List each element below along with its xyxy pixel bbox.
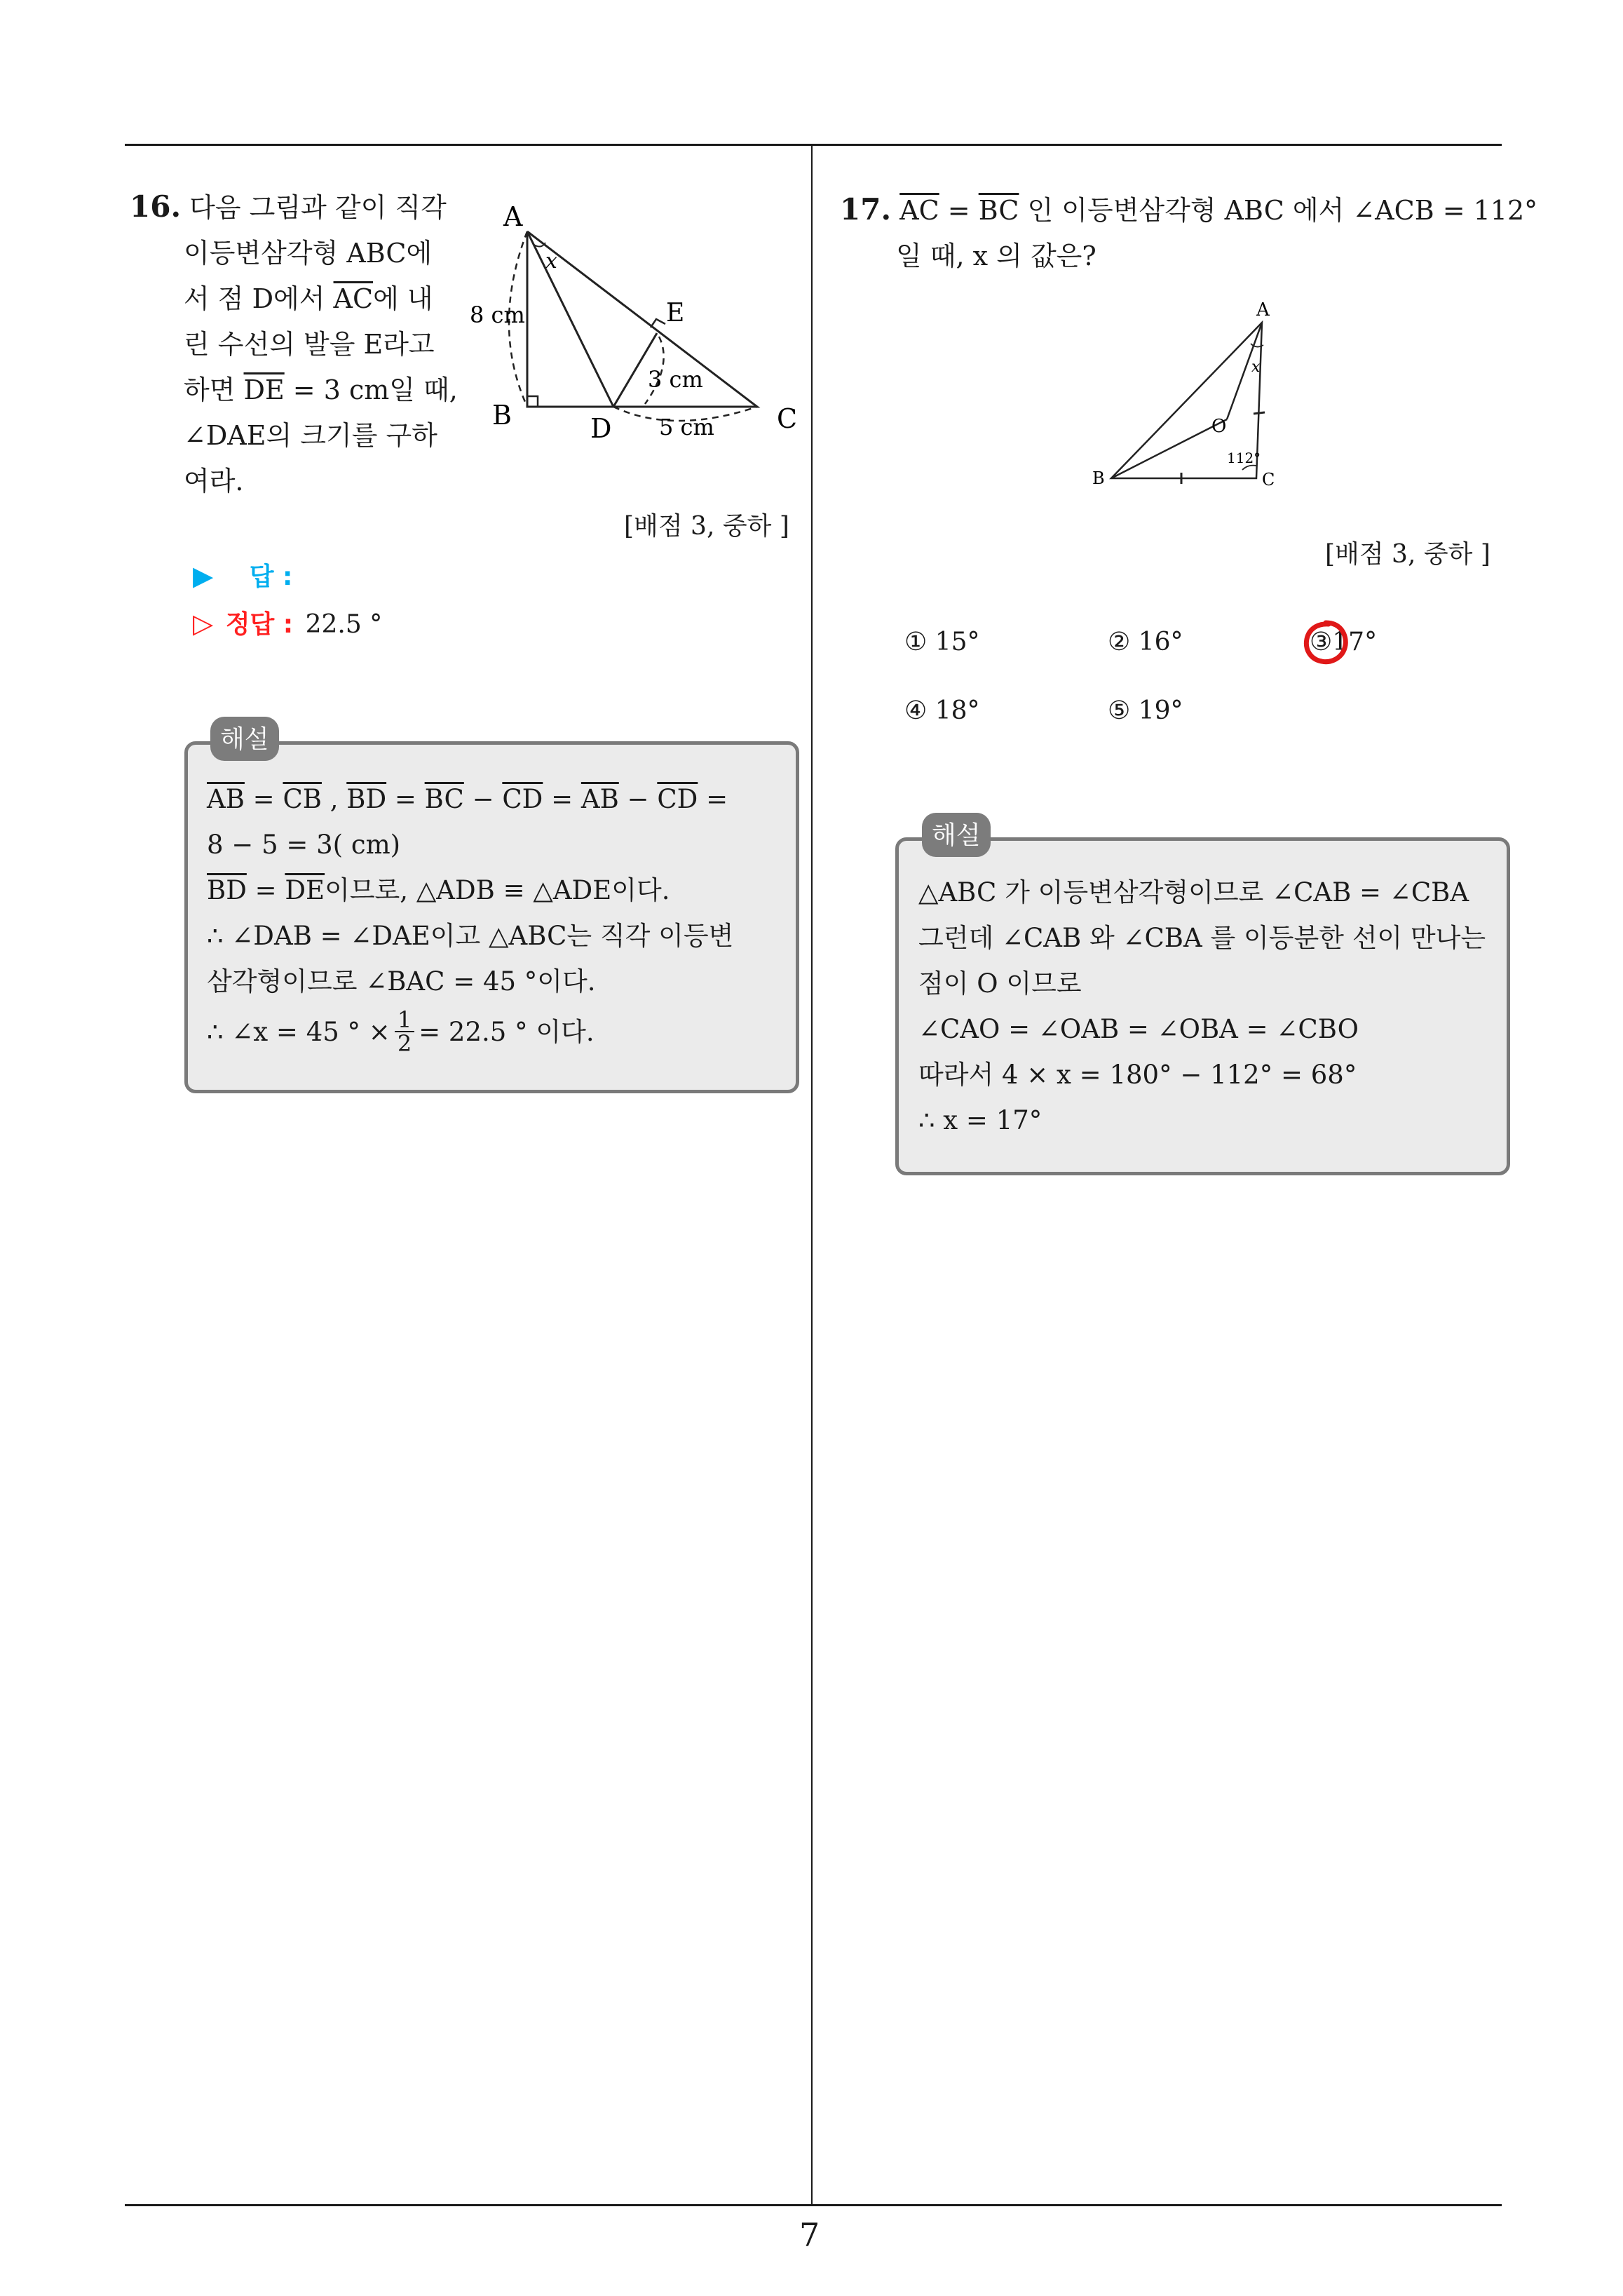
q16-right-angle-b [527,396,538,407]
q16-correct-row [193,605,382,640]
q16-label-dc: 5 cm [659,414,714,440]
q17-label-c: C [1262,470,1275,489]
correct-triangle-icon: ▷ [193,608,214,639]
top-rule [125,144,1502,146]
q16-label-a: A [503,201,523,232]
page-number: 7 [799,2216,820,2254]
q16-segment-ad [527,231,613,407]
choice-5[interactable]: ⑤ 19° [1108,696,1183,725]
choice-1[interactable]: ① 15° [904,628,980,656]
q16-figure [463,196,813,456]
q17-label-o: O [1211,416,1227,437]
choice-3[interactable]: ③17° [1310,628,1378,656]
q16-answer-row [193,557,292,593]
q16-label-e: E [666,299,685,327]
q16-text: 16. 다음 그림과 같이 직각 이등변삼각형 ABC에 서 점 D에서 $\overline{AC}$에 내 린 수선의 발을 E라고 하면 $\overline{DE} = 3$ cm일 때, ∠DAE의 크기를 구하 여라. [130,189,458,497]
q17-label-b: B [1092,468,1105,488]
answer-play-icon: ▶ [193,560,214,591]
q16-label-b: B [492,400,512,431]
q16-number: 16. [130,189,182,224]
q17-bisector-bo [1111,419,1227,478]
q16-label-d: D [590,413,612,444]
q16-label-de: 3 cm [648,366,703,393]
q16-triangle [527,231,757,407]
q16-solution-tag: 해설 [210,717,279,761]
q17-score: [배점 3, 중하 ] [1325,540,1490,569]
q16-label-ab: 8 cm [470,302,525,328]
choice-2[interactable]: ② 16° [1108,628,1183,656]
q16-solution-text: $\overline{AB} = \overline{CB}$ , $\overline{BD} = \overline{BC} - \overline{CD} = \overline{AB} - \overline{CD}$ = 8 − 5 = 3( cm) $\overline{BD} = \overline{DE}$이므로, △ADB ≡ △ADE이다. ∴ ∠DAB = ∠DAE이고 △ABC는 직각 이등변 삼각형이므로 ∠BAC = 45 °이다. ∴ ∠x = 45 ° × $\frac{1}{2}$ = 22.5 ° 이다. [207,784,734,1057]
q16-label-c: C [777,403,798,434]
q16-label-x: x [545,249,557,274]
q17-label-x: x [1251,358,1261,376]
q17-figure [1080,295,1332,498]
q16-correct-label: 정답 : [225,610,294,639]
q17-text: 17. $\overline{AC} = \overline{BC}$ 인 이등변삼각형 ABC 에서 ∠ACB = 112° 일 때, x 의 값은? [840,192,1538,271]
q17-label-angle: 112° [1227,450,1261,466]
q16-correct-value: 22.5 ° [305,610,383,639]
q17-label-a: A [1256,299,1270,320]
choice-3-mark: ③ [1310,628,1333,656]
bottom-rule [125,2204,1502,2206]
q16-answer-label: 답 : [249,562,293,591]
selected-circle-icon [1301,617,1351,668]
q17-number: 17. [840,192,892,227]
q16-fraction: $\frac{1}{2}$ [395,1008,414,1055]
q16-score: [배점 3, 중하 ] [624,512,789,541]
q17-solution-text: △ABC 가 이등변삼각형이므로 ∠CAB = ∠CBA 그런데 ∠CAB 와 ∠CBA 를 이등분한 선이 만나는 점이 O 이므로 ∠CAO = ∠OAB = ∠OBA = ∠CBO 따라서 4 × x = 180° − 112° = 68° ∴ x = 17° [918,877,1486,1135]
choice-4[interactable]: ④ 18° [904,696,980,725]
q17-solution-tag: 해설 [922,813,991,857]
